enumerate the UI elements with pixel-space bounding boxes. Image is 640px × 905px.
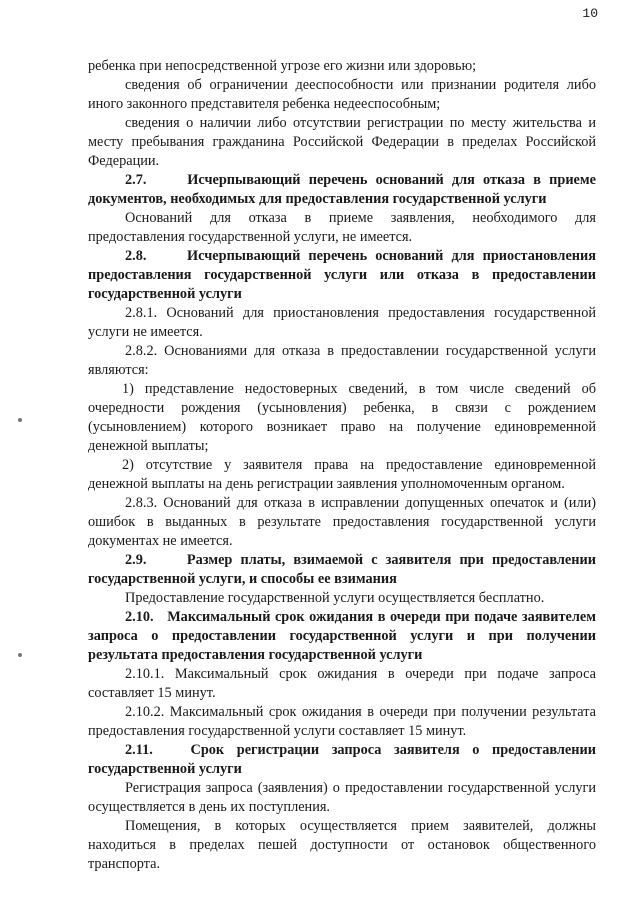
document-body: [88, 57, 600, 874]
paragraph: 1) представление недостоверных сведений, в том числе сведений об очередности рождения (усыновления) ребенка, в связи с рождением (усыновлением) которого возникает право на получение единовременной денежной выплаты;: [88, 381, 596, 454]
paragraph: сведения о наличии либо отсутствии регистрации по месту жительства и месту пребывания гражданина Российской Федерации в пределах Российской Федерации.: [88, 115, 596, 169]
section-heading: 2.8. Исчерпывающий перечень оснований для приостановления предоставления государственной услуги или отказа в предоставлении государственной услуги: [88, 248, 600, 302]
margin-mark: [18, 653, 22, 657]
paragraph: 2.8.3. Оснований для отказа в исправлении допущенных опечаток и (или) ошибок в выданных в результате предоставления государственной услуги документах не имеется.: [88, 495, 596, 549]
paragraph: ребенка при непосредственной угрозе его жизни или здоровью;: [88, 58, 477, 74]
section-heading: 2.11. Срок регистрации запроса заявителя о предоставлении государственной услуги: [88, 742, 600, 777]
section-heading: 2.7. Исчерпывающий перечень оснований для отказа в приеме документов, необходимых для предоставления государственной услуги: [88, 172, 600, 207]
paragraph: 2.8.2. Основаниями для отказа в предоставлении государственной услуги являются:: [88, 343, 596, 378]
page-number: 10: [582, 6, 598, 21]
margin-mark: [18, 418, 22, 422]
paragraph: Регистрация запроса (заявления) о предоставлении государственной услуги осуществляется в день их поступления.: [88, 780, 596, 815]
section-heading: 2.10. Максимальный срок ожидания в очереди при подаче заявителем запроса о предоставлении государственной услуги и при получении результата предоставления государственной услуги: [88, 609, 600, 663]
paragraph: Помещения, в которых осуществляется прием заявителей, должны находиться в пределах пешей доступности от остановок общественного транспорта.: [88, 818, 596, 872]
paragraph: Предоставление государственной услуги осуществляется бесплатно.: [125, 590, 545, 606]
paragraph: 2) отсутствие у заявителя права на предоставление единовременной денежной выплаты на день регистрации заявления уполномоченным органом.: [88, 457, 596, 492]
paragraph: 2.10.2. Максимальный срок ожидания в очереди при получении результата предоставления государственной услуги составляет 15 минут.: [88, 704, 596, 739]
paragraph: Оснований для отказа в приеме заявления, необходимого для предоставления государственной услуги, не имеется.: [88, 210, 596, 245]
paragraph: 2.8.1. Оснований для приостановления предоставления государственной услуги не имеется.: [88, 305, 596, 340]
paragraph: сведения об ограничении дееспособности или признании родителя либо иного законного представителя ребенка недееспособным;: [88, 77, 596, 112]
paragraph: 2.10.1. Максимальный срок ожидания в очереди при подаче запроса составляет 15 минут.: [88, 666, 596, 701]
section-heading: 2.9. Размер платы, взимаемой с заявителя при предоставлении государственной услуги, и способы ее взимания: [88, 552, 600, 587]
